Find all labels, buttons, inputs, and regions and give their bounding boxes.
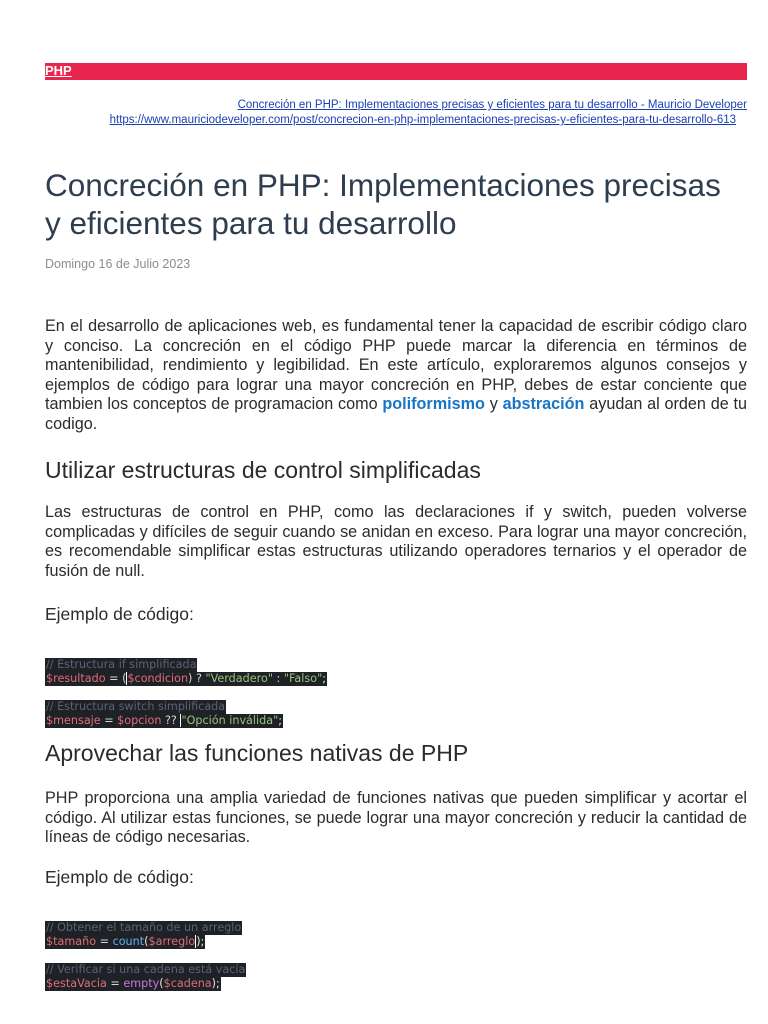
code-comment: // Obtener el tamaño de un arreglo [46, 921, 242, 934]
category-link-php[interactable]: PHP [45, 63, 72, 78]
code-variable: $tamaño [46, 935, 97, 948]
code-line: $resultado = ($condicion) ? "Verdadero" : "Falso"; [46, 672, 326, 685]
section-heading-native: Aprovechar las funciones nativas de PHP [45, 740, 469, 766]
code-line [45, 658, 197, 672]
source-url-link[interactable]: https://www.mauriciodeveloper.com/post/concrecion-en-php-implementaciones-precisas-y-eficientes-para-tu-desarrollo-613 [109, 114, 736, 126]
code-line: $estaVacia = empty($cadena); [46, 977, 220, 990]
intro-and: y [484, 395, 503, 414]
code-string: "Falso" [283, 672, 323, 685]
section-heading-control: Utilizar estructuras de control simplificadas [45, 457, 481, 483]
code-comment: // Estructura switch simplificada [46, 700, 226, 713]
article-date: Domingo 16 de Julio 2023 [45, 257, 191, 271]
intro-end: ayudan al orden de tu codigo. [45, 395, 748, 433]
code-block-control [45, 644, 327, 728]
section-paragraph-control: Las estructuras de control en PHP, como las declaraciones if y switch, pueden volverse complicadas y difíciles de seguir cuando se anidan en exceso. Para lograr una mayor concreción, es recomendable simplificar estas estructuras utilizando operadores ternarios y el operador de fusión de null. [45, 503, 747, 580]
code-line: $tamaño = count($arreglo); [46, 935, 205, 948]
code-string: "Verdadero" [205, 672, 273, 685]
code-variable: $opcion [117, 714, 162, 727]
code-variable: $mensaje [46, 714, 101, 727]
code-string: "Opción inválida" [181, 714, 279, 727]
code-comment: // Estructura if simplificada [46, 658, 197, 671]
article-title: Concreción en PHP: Implementaciones precisas y eficientes para tu desarrollo [45, 167, 721, 241]
code-line: $mensaje = $opcion ?? "Opción inválida"; [46, 714, 283, 727]
code-line [45, 963, 246, 977]
source-title-link[interactable]: Concreción en PHP: Implementaciones precisas y eficientes para tu desarrollo - Mauricio Developer [237, 99, 747, 111]
code-function: count [112, 935, 145, 948]
code-variable: $estaVacia [46, 977, 107, 990]
code-line [45, 700, 226, 714]
source-links [45, 98, 747, 128]
code-line [45, 921, 242, 935]
code-block-native [45, 907, 246, 991]
intro-paragraph [45, 317, 747, 435]
code-variable: $resultado [46, 672, 106, 685]
section-paragraph-native: PHP proporciona una amplia variedad de funciones nativas que pueden simplificar y acortar el código. Al utilizar estas funciones, se puede lograr una mayor concreción y reducir la cantidad de líneas de código necesarias. [45, 789, 747, 847]
code-variable: $condicion [127, 672, 189, 685]
code-function: empty [123, 977, 160, 990]
code-variable: $arreglo [148, 935, 196, 948]
category-bar [45, 63, 747, 80]
poliformismo-link[interactable]: poliformismo [382, 395, 485, 414]
example-label: Ejemplo de código: [45, 604, 194, 624]
code-comment: // Verificar si una cadena está vacía [46, 963, 246, 976]
example-label: Ejemplo de código: [45, 867, 194, 887]
abstraccion-link[interactable]: abstración [502, 395, 585, 414]
intro-text: En el desarrollo de aplicaciones web, es fundamental tener la capacidad de escribir código claro y conciso. La concreción en el código PHP puede marcar la diferencia en términos de mantenibilidad, rendimiento y legibilidad. En este artículo, exploraremos algunos consejos y ejemplos de código para lograr una mayor concreción en PHP, debes de estar conciente que tambien los conceptos de programacion como [45, 317, 747, 414]
code-variable: $cadena [163, 977, 212, 990]
